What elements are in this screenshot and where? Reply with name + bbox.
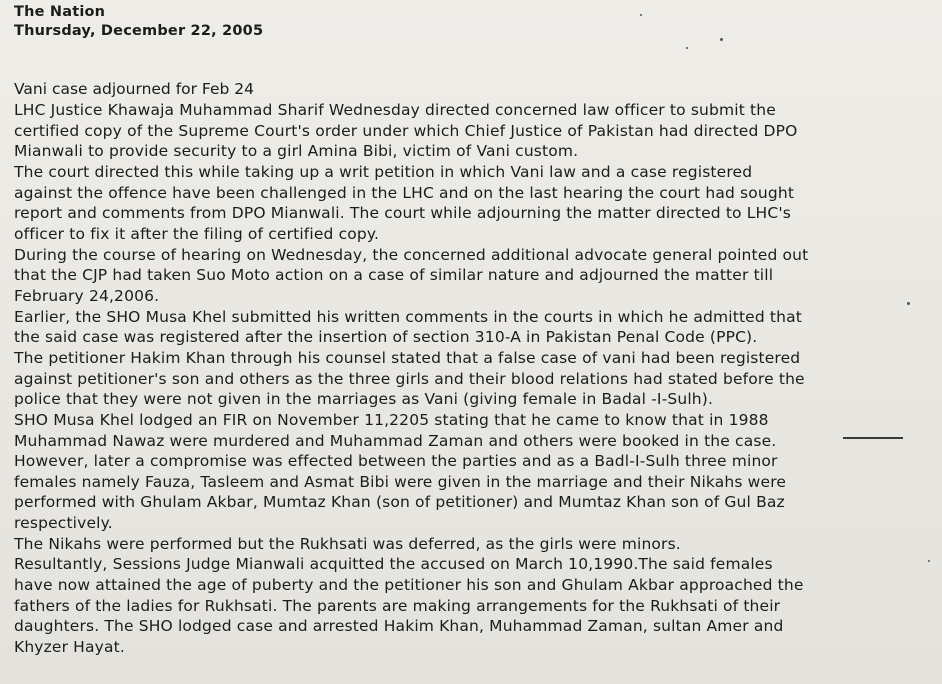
article-body [14, 100, 934, 658]
article-line: performed with Ghulam Akbar, Mumtaz Khan (son of petitioner) and Mumtaz Khan son of Gul Baz [14, 493, 785, 512]
publication-name: The Nation [14, 4, 106, 20]
publication-date: Thursday, December 22, 2005 [14, 23, 264, 39]
article-line: police that they were not given in the marriages as Vani (giving female in Badal -I-Sulh). [14, 390, 714, 409]
article-line: Muhammad Nawaz were murdered and Muhammad Zaman and others were booked in the case. [14, 431, 777, 450]
clipping-header [14, 3, 263, 41]
article-line: daughters. The SHO lodged case and arrested Hakim Khan, Muhammad Zaman, sultan Amer and [14, 617, 784, 636]
article-line: The Nikahs were performed but the Rukhsati was deferred, as the girls were minors. [14, 534, 681, 553]
article-line: against the offence have been challenged in the LHC and on the last hearing the court had sought [14, 183, 795, 202]
article-line: officer to fix it after the filing of certified copy. [14, 224, 380, 243]
ink-speck [720, 38, 723, 41]
ink-speck [640, 14, 642, 16]
article-line: Resultantly, Sessions Judge Mianwali acquitted the accused on March 10,1990.The said females [14, 555, 773, 574]
article-line: report and comments from DPO Mianwali. The court while adjourning the matter directed to LHC's [14, 204, 791, 223]
article-line: Mianwali to provide security to a girl Amina Bibi, victim of Vani custom. [14, 142, 579, 161]
article-line: SHO Musa Khel lodged an FIR on November 11,2205 stating that he came to know that in 1988 [14, 410, 769, 429]
ink-speck [686, 47, 688, 49]
article-line: Earlier, the SHO Musa Khel submitted his written comments in the courts in which he admitted that [14, 307, 803, 326]
article-line: have now attained the age of puberty and the petitioner his son and Ghulam Akbar approached the [14, 576, 804, 595]
article-line: certified copy of the Supreme Court's order under which Chief Justice of Pakistan had directed DPO [14, 121, 798, 140]
article-line: February 24,2006. [14, 286, 160, 305]
article-line: LHC Justice Khawaja Muhammad Sharif Wednesday directed concerned law officer to submit the [14, 101, 776, 119]
article-line: respectively. [14, 514, 113, 533]
ink-underline [843, 437, 903, 439]
article-line: females namely Fauza, Tasleem and Asmat Bibi were given in the marriage and their Nikahs were [14, 472, 787, 491]
article-line: Khyzer Hayat. [14, 638, 125, 657]
article-line: that the CJP had taken Suo Moto action on a case of similar nature and adjourned the matter till [14, 266, 774, 285]
ink-speck [907, 302, 910, 305]
article [14, 79, 934, 658]
article-line: The petitioner Hakim Khan through his counsel stated that a false case of vani had been registered [14, 348, 801, 367]
article-line: The court directed this while taking up a writ petition in which Vani law and a case registered [14, 162, 753, 181]
article-line: fathers of the ladies for Rukhsati. The parents are making arrangements for the Rukhsati of their [14, 596, 781, 615]
article-line: the said case was registered after the insertion of section 310-A in Pakistan Penal Code (PPC). [14, 328, 758, 347]
article-line: against petitioner's son and others as the three girls and their blood relations had stated before the [14, 369, 805, 388]
ink-speck [928, 560, 930, 562]
article-headline: Vani case adjourned for Feb 24 [14, 80, 255, 98]
article-line: During the course of hearing on Wednesday, the concerned additional advocate general pointed out [14, 245, 809, 264]
article-line: However, later a compromise was effected between the parties and as a Badl-I-Sulh three minor [14, 452, 778, 471]
